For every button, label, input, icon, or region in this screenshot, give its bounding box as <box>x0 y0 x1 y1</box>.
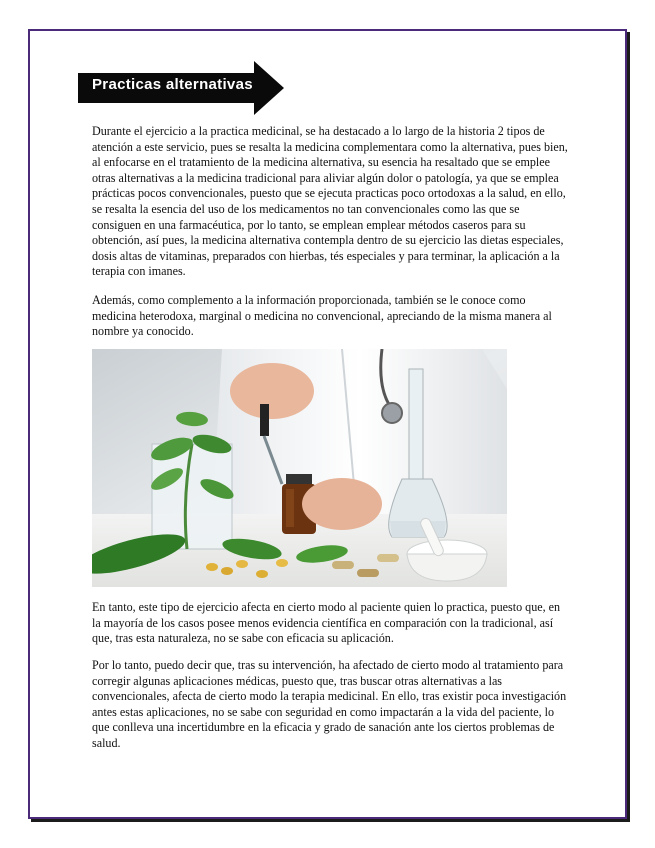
paragraph-1: Durante el ejercicio a la practica medicinal, se ha destacado a lo largo de la historia 2 tipos de atención a este servicio, pues se resalta la medicina complementara como la alternativa, pues bien, al enfocarse en el tratamiento de la medicina alternativa, su esencia ha resaltado que se emplee otras alternativas a la medicina tradicional para aliviar algún dolor o patología, ya que se emplea prácticas pocos convencionales, puesto que se ejecuta practicas poco ortodoxas a la salud, en ello, se resalta la esencia del uso de los medicamentos no tan convencionales como las que se consiguen en una farmacéutica, por lo tanto, se emplean emplear métodos caseros para su obtención, así pues, la medicina alternativa contempla dentro de su ejercicio las dietas especiales, dosis altas de vitaminas, preparados con hierbas, tés especiales y para terminar, la aplicación a la terapia con imanes. <box>92 124 568 279</box>
paragraph-3: En tanto, este tipo de ejercicio afecta en cierto modo al paciente quien lo practica, puesto que, en la mayoría de los casos posee menos evidencia científica en comparación con la tradicional, así que, tras esta naturaleza, no se sabe con eficacia su aplicación. <box>92 600 561 646</box>
heading-banner <box>78 61 284 115</box>
alternative-medicine-photo <box>92 349 507 587</box>
section-heading: Practicas alternativas <box>92 76 253 93</box>
paragraph-2: Además, como complemento a la información proporcionada, también se le conoce como medicina heterodoxa, marginal o medicina no convencional, apreciando de la misma manera al nombre ya conocido. <box>92 293 552 339</box>
document-page <box>28 29 627 819</box>
paragraph-4: Por lo tanto, puedo decir que, tras su intervención, ha afectado de cierto modo al tratamiento para corregir algunas aplicaciones médicas, puesto que, tras buscar otras alternativas a las convencionales, afecta de cierto modo la terapia medicinal. En ello, tras existir poca investigación antes estas aplicaciones, no se sabe con seguridad en como impactarán a la vida del paciente, lo que conlleva una incertidumbre en la eficacia y grado de sanación ante los ciertos problemas de salud. <box>92 658 567 750</box>
